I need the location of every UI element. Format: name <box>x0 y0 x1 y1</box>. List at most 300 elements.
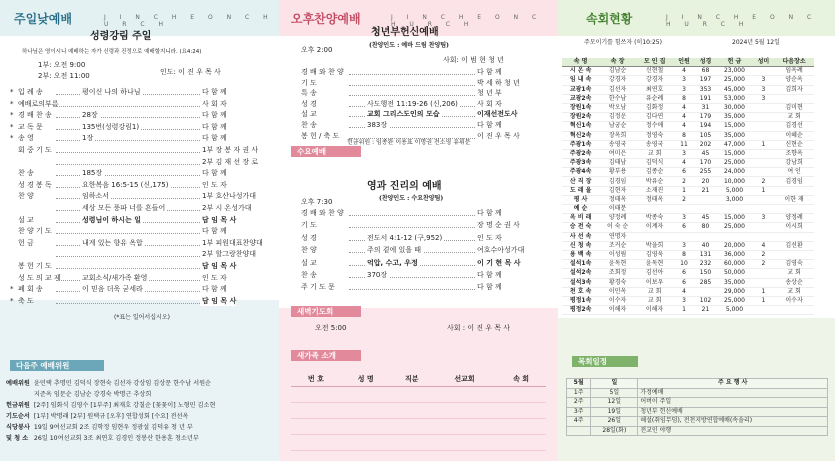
order-label: 설 교 <box>301 258 317 267</box>
roll-cell: 이태문 <box>599 205 636 214</box>
roll-cell <box>695 205 717 214</box>
schedule-cell: 전교인 야행 <box>638 426 828 436</box>
panel-title: 주일낮예배 <box>14 12 72 26</box>
church-label: J I N C H E O N C H U R C H <box>104 14 274 28</box>
roll-row <box>562 232 814 241</box>
order-label: 찬 양 <box>18 192 34 201</box>
roll-cell: 6 <box>673 278 695 287</box>
family-cell <box>433 451 496 461</box>
schedule-cell: 28일(화) <box>591 426 638 436</box>
roll-cell <box>753 131 775 140</box>
roll-cell: 25,000 <box>716 76 752 85</box>
staff-names: 윤민택 추명민 김덕식 장현숙 김선자 강상임 김상문 한수남 서원순 <box>33 380 212 387</box>
order-item: 요한복음 16:5-15 (신,175) <box>82 180 169 189</box>
family-col-header: 선교회 <box>433 372 496 387</box>
roll-cell: 양정례 <box>774 214 814 223</box>
schedule-cell: 4주 <box>567 417 591 427</box>
roll-cell: 이성림 <box>599 250 636 259</box>
order-label: 경 배 와 찬 양 <box>301 68 344 76</box>
family-cell <box>496 387 546 403</box>
roll-row <box>562 67 814 76</box>
roll-cell: 김희자 <box>774 85 814 94</box>
order-person: 다 함 께 <box>202 111 227 120</box>
roll-cell: 3 <box>753 214 775 223</box>
schedule-cell: 해설(취임무덤), 전천지방연합예배(속솔리) <box>638 417 828 427</box>
roll-row <box>562 214 814 223</box>
roll-cell: 김경선 <box>774 122 814 131</box>
roll-row <box>562 159 814 168</box>
order-person: 다 함 께 <box>477 271 502 279</box>
roll-cell: 김영숙 <box>774 260 814 269</box>
order-dots <box>56 152 206 153</box>
roll-cell: 양순옥 <box>774 76 814 85</box>
call-verse: 하나님은 영이시니 예배하는 자가 신령과 진정으로 예배할지니라. (요4:24) <box>22 49 202 55</box>
roll-cell: 김현자 <box>599 186 636 195</box>
order-item: 1장 <box>82 134 94 143</box>
order-person: 다 함 께 <box>202 169 227 178</box>
roll-cell: 232 <box>695 260 717 269</box>
roll-cell: 이혜순 <box>774 131 814 140</box>
roll-cell: 4 <box>673 67 695 76</box>
roll-cell: 35,000 <box>716 113 752 122</box>
roll-cell: 150 <box>695 269 717 278</box>
order-person: 인 도 자 <box>477 233 502 242</box>
roll-cell: 혁신2속 <box>562 131 599 140</box>
order-person: 다 함 께 <box>202 227 227 236</box>
roll-cell: 4 <box>673 103 695 112</box>
roll-cell <box>673 232 695 241</box>
family-cell <box>291 435 341 451</box>
roll-cell: 25,000 <box>716 223 752 232</box>
order-item: 383장 <box>367 121 388 129</box>
order-person: 다 함 께 <box>202 285 227 294</box>
order-dots <box>349 85 479 86</box>
order-person: 2부 김 재 선 장 로 <box>202 157 259 166</box>
family-col-header: 속 회 <box>496 372 546 387</box>
roll-cell: 80 <box>695 223 717 232</box>
roll-cell: 40 <box>695 241 717 250</box>
morning-worship-panel <box>0 0 279 461</box>
family-cell <box>391 435 433 451</box>
roll-cell: 박오남 <box>599 103 636 112</box>
roll-cell: 이 숙 순 <box>599 223 636 232</box>
roll-cell: 3 <box>753 94 775 103</box>
roll-cell <box>695 287 717 296</box>
roll-cell: 4 <box>753 241 775 250</box>
roll-cell: 주광1속 <box>562 140 599 149</box>
order-person: 2부 시 온성가대 <box>202 204 252 212</box>
roll-cell: 6 <box>673 168 695 177</box>
roll-cell: 2 <box>753 177 775 186</box>
roll-cell: 박종숙 <box>636 214 673 223</box>
roll-cell: 김다연 <box>636 113 673 122</box>
family-cell <box>496 435 546 451</box>
schedule-cell: 1주 <box>567 388 591 398</box>
roll-col-header: 인원 <box>673 58 695 67</box>
family-cell <box>391 403 433 419</box>
schedule-cell: 가정예배 <box>638 388 828 398</box>
roll-cell: 박유순 <box>636 177 673 186</box>
roll-cell: 사 선 속 <box>562 232 599 241</box>
order-item: 내게 있는 향유 옥합 <box>82 238 143 247</box>
order-person: 이 기 현 목 사 <box>477 258 521 267</box>
roll-cell: 김영욱 <box>636 250 673 259</box>
staff-role: 헌금위원 <box>6 402 30 409</box>
roll-cell: 양정례 <box>599 214 636 223</box>
family-cell <box>291 451 341 461</box>
roll-cell: 소재진 <box>636 186 673 195</box>
roll-cell: 3 <box>673 296 695 305</box>
roll-cell: 교광1속 <box>562 85 599 94</box>
family-col-header: 번 호 <box>291 372 341 387</box>
roll-cell <box>774 250 814 259</box>
roll-cell: 8 <box>673 250 695 259</box>
roll-cell: 2 <box>673 177 695 186</box>
roll-cell: 36,000 <box>716 250 752 259</box>
order-person: 담 임 목 사 <box>202 296 237 305</box>
roll-cell: 남궁순 <box>599 122 636 131</box>
schedule-cell: 12일 <box>591 398 638 408</box>
order-label: 축 도 <box>18 296 34 305</box>
roll-row <box>562 296 814 305</box>
order-dots <box>349 74 479 75</box>
roll-cell <box>753 67 775 76</box>
roll-row <box>562 113 814 122</box>
family-row <box>291 419 546 435</box>
order-item: 28장 <box>82 111 98 120</box>
roll-cell: 한수남 <box>599 94 636 103</box>
roll-cell: 산 직 장 <box>562 177 599 186</box>
roll-cell: 3 <box>753 76 775 85</box>
roll-cell: 김정운 <box>599 113 636 122</box>
roll-cell: 4 <box>673 159 695 168</box>
staff-row <box>4 378 217 389</box>
roll-cell: 1 <box>753 296 775 305</box>
order-label: 회 중 기 도 <box>18 146 52 154</box>
schedule-cell: 3주 <box>567 407 591 417</box>
roll-cell: 장원1속 <box>562 103 599 112</box>
order-dots <box>349 95 479 96</box>
roll-cell: 교 회 <box>774 269 814 278</box>
family-row <box>291 451 546 461</box>
schedule-row <box>567 388 828 398</box>
roll-cell: 53,000 <box>716 94 752 103</box>
roll-cell: 8 <box>673 94 695 103</box>
order-dots <box>349 289 479 290</box>
roll-cell: 강경자 <box>636 76 673 85</box>
wednesday-time: 오후 7:30 <box>301 198 333 206</box>
dawn-time: 오전 5:00 <box>315 324 347 332</box>
roll-cell: 68 <box>695 67 717 76</box>
order-label: 성 경 <box>301 233 317 242</box>
order-label: 설 교 <box>301 110 317 119</box>
roll-cell: 20,000 <box>716 241 752 250</box>
roll-cell: 1 <box>753 287 775 296</box>
roll-cell: 여 인 <box>774 168 814 177</box>
order-person: 다 함 께 <box>477 283 502 292</box>
roll-cell <box>673 205 695 214</box>
new-family-table <box>291 372 546 461</box>
family-cell <box>433 387 496 403</box>
staff-names: 19일 9여선교회 2조 김학정 임현우 정광설 김덕유 청 년 부 <box>33 424 193 431</box>
roll-cell: 이수자 <box>599 296 636 305</box>
roll-cell: 3,000 <box>716 195 752 204</box>
order-person: 여호수아성가대 <box>477 246 525 255</box>
roll-cell: 21 <box>695 306 717 315</box>
order-label: 경 배 찬 송 <box>18 111 52 120</box>
order-item: 370장 <box>367 271 388 279</box>
family-cell <box>291 403 341 419</box>
afternoon-offering: 헌금위원 : 임종완 이용표 이명권 전소영 유휘문 <box>347 139 471 146</box>
family-row <box>291 435 546 451</box>
order-label: 입 례 송 <box>18 88 43 96</box>
cell-date: 2024년 5월 12일 <box>732 39 780 46</box>
roll-cell: 강남희 <box>774 159 814 168</box>
roll-cell <box>753 159 775 168</box>
roll-row <box>562 94 814 103</box>
wednesday-section-title: 수요예배 <box>291 146 361 157</box>
order-star: * <box>10 285 14 294</box>
roll-row <box>562 260 814 269</box>
roll-cell: 285 <box>695 278 717 287</box>
order-item: 교회소식/새가족 환영 <box>82 273 148 282</box>
order-person: 박 세 하 청 년 <box>477 78 520 87</box>
roll-cell: 1 <box>673 306 695 315</box>
roll-row <box>562 250 814 259</box>
roll-cell: 3 <box>673 85 695 94</box>
family-cell <box>341 435 391 451</box>
order-dots <box>56 164 206 165</box>
roll-cell <box>695 195 717 204</box>
schedule-cell: 어버이 주일 <box>638 398 828 408</box>
roll-cell: 김미현 <box>774 103 814 112</box>
roll-row <box>562 168 814 177</box>
roll-cell <box>774 232 814 241</box>
order-label: 교 독 문 <box>18 122 43 131</box>
stand-note: (*표는 일어서십시오) <box>114 314 170 321</box>
roll-cell: 31 <box>695 103 717 112</box>
roll-cell: 김태남 <box>599 159 636 168</box>
roll-cell: 설석2속 <box>562 269 599 278</box>
staff-role: 예배위원 <box>6 380 30 387</box>
family-cell <box>291 387 341 403</box>
order-label: 폐 회 송 <box>18 285 43 294</box>
order-person: 이재선전도사 <box>477 110 518 119</box>
order-label: 찬 양 기 도 <box>18 227 52 236</box>
staff-row <box>4 422 217 433</box>
order-person: 다 함 께 <box>202 134 227 143</box>
wednesday-theme: 영과 진리의 예배 <box>367 181 442 192</box>
family-cell <box>391 387 433 403</box>
roll-cell: 15,000 <box>716 149 752 158</box>
staff-role: 식당봉사 <box>6 424 30 431</box>
order-person: 1부 장 봉 자 권 사 <box>202 146 259 154</box>
family-section-title: 새가족 소개 <box>291 350 361 361</box>
roll-cell <box>753 149 775 158</box>
roll-cell <box>636 232 673 241</box>
roll-cell: 평정1속 <box>562 296 599 305</box>
roll-cell: 5,000 <box>716 306 752 315</box>
order-dots <box>349 227 479 228</box>
roll-cell: 45 <box>695 214 717 223</box>
roll-cell: 21 <box>695 186 717 195</box>
roll-cell: 김남순 <box>599 67 636 76</box>
roll-row <box>562 149 814 158</box>
roll-cell: 25,000 <box>716 296 752 305</box>
order-label: 특 송 <box>301 89 317 98</box>
order-star: * <box>10 88 14 96</box>
schedule-cell: 26일 <box>591 417 638 427</box>
roll-cell: 신 청 속 <box>562 241 599 250</box>
roll-cell <box>716 205 752 214</box>
roll-cell: 47,000 <box>716 140 752 149</box>
order-item: 이 믿음 더욱 굳세라 <box>82 285 143 294</box>
roll-cell: 이보우 <box>636 278 673 287</box>
schedule-cell: 5일 <box>591 388 638 398</box>
roll-row <box>562 269 814 278</box>
afternoon-time: 오후 2:00 <box>301 46 333 54</box>
roll-row <box>562 223 814 232</box>
roll-cell: 천 호 속 <box>562 287 599 296</box>
roll-cell: 4 <box>673 113 695 122</box>
roll-cell: 김덕식 <box>636 159 673 168</box>
family-cell <box>341 419 391 435</box>
family-cell <box>341 451 391 461</box>
order-person: 1부 호산나성가대 <box>202 192 257 201</box>
roll-cell: 60,000 <box>716 260 752 269</box>
order-dots <box>56 117 206 118</box>
roll-cell <box>774 306 814 315</box>
family-cell <box>391 451 433 461</box>
order-dots <box>56 175 206 176</box>
roll-cell: 45,000 <box>716 85 752 94</box>
order-item: 사도행전 11:19-26 (신,206) <box>367 99 458 108</box>
roll-cell: 용 백 속 <box>562 250 599 259</box>
order-star: * <box>10 111 14 120</box>
roll-cell: 2 <box>753 260 775 269</box>
roll-cell: 승 전 숙 <box>562 223 599 232</box>
roll-cell: 202 <box>695 140 717 149</box>
roll-cell: 194 <box>695 122 717 131</box>
roll-cell: 송영국 <box>599 140 636 149</box>
roll-cell <box>753 232 775 241</box>
order-person: 다 함 께 <box>477 121 502 129</box>
roll-cell: 45 <box>695 149 717 158</box>
roll-cell: 2 <box>673 195 695 204</box>
roll-col-header: 성경 <box>695 58 717 67</box>
staff-names: [1부] 박명래 [2부] 원택규 [오후] 연합성회 [수요] 전선옥 <box>33 413 189 420</box>
order-label: 경 배 와 찬 양 <box>301 209 344 217</box>
order-item: 주의 곁에 있을 때 <box>367 246 422 255</box>
schedule-table <box>566 378 828 436</box>
roll-cell: 이민옥 <box>599 287 636 296</box>
order-label: 예배로의부름 <box>18 99 59 108</box>
roll-cell <box>753 269 775 278</box>
schedule-cell: 청년부 헌신예배 <box>638 407 828 417</box>
roll-cell: 정태옥 <box>599 195 636 204</box>
roll-cell <box>695 232 717 241</box>
order-item: 억압, 수고, 우정 <box>367 258 418 267</box>
roll-cell: 옥 비 래 <box>562 214 599 223</box>
order-item: 135번(성령강림1) <box>82 122 140 131</box>
roll-cell: 박을희 <box>636 241 673 250</box>
roll-cell: 3 <box>673 241 695 250</box>
roll-cell: 255 <box>695 168 717 177</box>
roll-cell: 교 회 <box>636 296 673 305</box>
roll-row <box>562 195 814 204</box>
order-dots <box>56 198 206 199</box>
roll-col-header: 성미 <box>753 58 775 67</box>
roll-cell: 1 <box>753 186 775 195</box>
roll-cell: 2 <box>753 250 775 259</box>
order-item: 평이신 나의 하나님 <box>82 88 141 96</box>
roll-cell <box>774 186 814 195</box>
staff-row <box>4 389 217 400</box>
family-row <box>291 387 546 403</box>
schedule-row <box>567 426 828 436</box>
schedule-row <box>567 407 828 417</box>
roll-col-header: 모 인 집 <box>636 58 673 67</box>
roll-cell: 15,000 <box>716 122 752 131</box>
roll-cell: 예 순 <box>562 205 599 214</box>
roll-cell: 교 회 <box>636 287 673 296</box>
roll-cell: 정수애 <box>636 122 673 131</box>
roll-row <box>562 85 814 94</box>
roll-cell <box>753 306 775 315</box>
roll-col-header: 헌 금 <box>716 58 752 67</box>
roll-row <box>562 122 814 131</box>
roll-cell: 197 <box>695 76 717 85</box>
roll-cell <box>753 113 775 122</box>
roll-col-header: 다음장소 <box>774 58 814 67</box>
order-person: 다 함 께 <box>477 209 502 217</box>
order-label: 찬 송 <box>18 169 34 178</box>
roll-cell: 김선자 <box>599 85 636 94</box>
roll-cell <box>636 205 673 214</box>
roll-cell: 혁신1속 <box>562 122 599 131</box>
roll-cell: 신현철 <box>636 67 673 76</box>
schedule-section-title: 목회일정 <box>572 356 638 367</box>
schedule-cell: 19일 <box>591 407 638 417</box>
roll-cell: 장원2속 <box>562 113 599 122</box>
roll-cell: 6 <box>673 269 695 278</box>
roll-col-header: 속 장 <box>599 58 636 67</box>
roll-cell: 35,000 <box>716 131 752 140</box>
family-cell <box>291 419 341 435</box>
roll-cell: 평정2속 <box>562 306 599 315</box>
roll-cell: 15,000 <box>716 214 752 223</box>
roll-cell: 윤독현 <box>599 260 636 269</box>
roll-cell: 신현순 <box>774 140 814 149</box>
roll-cell: 여미은 <box>599 149 636 158</box>
family-cell <box>496 451 546 461</box>
roll-cell: 조커순 <box>599 241 636 250</box>
order-person: 담 임 목 사 <box>202 262 237 270</box>
order-item: 185장 <box>82 169 103 178</box>
order-label: 봉 헌 / 축 도 <box>301 131 340 140</box>
order-dots <box>56 303 206 304</box>
staff-names: 지준옥 임문순 김남순 강경숙 박명근 추상희 <box>33 391 152 398</box>
order-label: 찬 양 <box>301 246 317 255</box>
roll-cell: 이수자 <box>774 296 814 305</box>
family-row <box>291 403 546 419</box>
roll-cell: 주광2속 <box>562 149 599 158</box>
church-label: J I N C H E O N C H U R C H <box>391 14 543 28</box>
roll-cell: 이해자 <box>636 306 673 315</box>
roll-cell: 조회정 <box>599 269 636 278</box>
order-dots <box>56 233 206 234</box>
roll-row <box>562 140 814 149</box>
